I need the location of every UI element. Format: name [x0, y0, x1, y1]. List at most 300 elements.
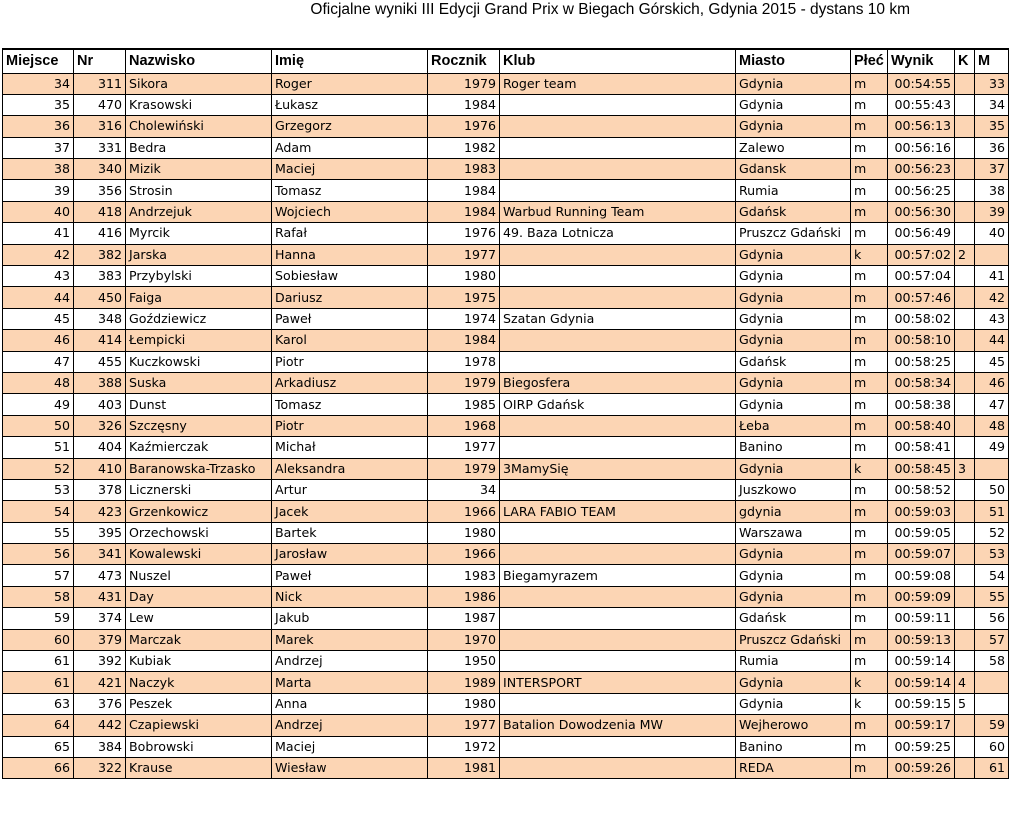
cell-city: Rumia	[736, 651, 851, 672]
cell-sex: m	[851, 479, 888, 500]
cell-result: 00:54:55	[888, 73, 955, 94]
cell-result: 00:57:04	[888, 266, 955, 287]
cell-k-rank	[955, 651, 975, 672]
cell-sex: m	[851, 351, 888, 372]
cell-sex: m	[851, 758, 888, 779]
cell-k-rank	[955, 479, 975, 500]
cell-sex: m	[851, 415, 888, 436]
cell-bib: 395	[74, 522, 126, 543]
cell-club	[500, 266, 736, 287]
cell-place: 57	[3, 565, 74, 586]
table-row	[3, 244, 1009, 265]
column-header-place: Miejsce	[3, 49, 74, 73]
cell-city: Gdynia	[736, 308, 851, 329]
cell-club: Batalion Dowodzenia MW	[500, 715, 736, 736]
cell-result: 00:55:43	[888, 94, 955, 115]
cell-club	[500, 330, 736, 351]
table-row	[3, 672, 1009, 693]
cell-k-rank	[955, 116, 975, 137]
cell-birth-year: 1972	[428, 736, 500, 757]
cell-k-rank	[955, 330, 975, 351]
cell-club	[500, 351, 736, 372]
cell-result: 00:58:10	[888, 330, 955, 351]
table-row	[3, 758, 1009, 779]
cell-result: 00:59:08	[888, 565, 955, 586]
cell-k-rank	[955, 73, 975, 94]
cell-first-name: Sobiesław	[272, 266, 428, 287]
cell-birth-year: 1985	[428, 394, 500, 415]
cell-city: Gdynia	[736, 94, 851, 115]
cell-place: 60	[3, 629, 74, 650]
cell-club: Szatan Gdynia	[500, 308, 736, 329]
cell-city: Gdynia	[736, 372, 851, 393]
cell-surname: Łempicki	[126, 330, 272, 351]
cell-birth-year: 1976	[428, 116, 500, 137]
cell-sex: k	[851, 672, 888, 693]
cell-bib: 421	[74, 672, 126, 693]
cell-bib: 378	[74, 479, 126, 500]
cell-city: Zalewo	[736, 137, 851, 158]
cell-birth-year: 1979	[428, 372, 500, 393]
cell-place: 61	[3, 651, 74, 672]
table-row	[3, 586, 1009, 607]
cell-surname: Szczęsny	[126, 415, 272, 436]
cell-surname: Suska	[126, 372, 272, 393]
cell-m-rank: 52	[975, 522, 1009, 543]
cell-place: 53	[3, 479, 74, 500]
cell-place: 56	[3, 544, 74, 565]
table-row	[3, 608, 1009, 629]
cell-first-name: Marta	[272, 672, 428, 693]
cell-surname: Krasowski	[126, 94, 272, 115]
column-header-city: Miasto	[736, 49, 851, 73]
cell-birth-year: 1989	[428, 672, 500, 693]
cell-sex: m	[851, 544, 888, 565]
cell-club	[500, 651, 736, 672]
cell-club	[500, 479, 736, 500]
cell-first-name: Łukasz	[272, 94, 428, 115]
cell-m-rank: 54	[975, 565, 1009, 586]
cell-m-rank: 59	[975, 715, 1009, 736]
cell-m-rank: 53	[975, 544, 1009, 565]
column-header-birth-year: Rocznik	[428, 49, 500, 73]
cell-m-rank: 38	[975, 180, 1009, 201]
cell-city: Wejherowo	[736, 715, 851, 736]
cell-surname: Marczak	[126, 629, 272, 650]
cell-surname: Myrcik	[126, 223, 272, 244]
cell-place: 42	[3, 244, 74, 265]
cell-bib: 431	[74, 586, 126, 607]
cell-k-rank	[955, 736, 975, 757]
table-row	[3, 394, 1009, 415]
cell-place: 58	[3, 586, 74, 607]
cell-first-name: Paweł	[272, 565, 428, 586]
cell-place: 66	[3, 758, 74, 779]
cell-m-rank: 46	[975, 372, 1009, 393]
cell-city: Gdańsk	[736, 351, 851, 372]
cell-bib: 423	[74, 501, 126, 522]
cell-place: 49	[3, 394, 74, 415]
cell-m-rank: 57	[975, 629, 1009, 650]
cell-place: 38	[3, 159, 74, 180]
table-row	[3, 180, 1009, 201]
cell-m-rank: 44	[975, 330, 1009, 351]
table-row	[3, 372, 1009, 393]
cell-m-rank: 36	[975, 137, 1009, 158]
cell-city: Gdynia	[736, 394, 851, 415]
cell-bib: 473	[74, 565, 126, 586]
cell-club	[500, 586, 736, 607]
cell-k-rank	[955, 351, 975, 372]
cell-k-rank	[955, 180, 975, 201]
cell-surname: Dunst	[126, 394, 272, 415]
cell-m-rank: 41	[975, 266, 1009, 287]
cell-birth-year: 1975	[428, 287, 500, 308]
cell-first-name: Piotr	[272, 415, 428, 436]
cell-surname: Kubiak	[126, 651, 272, 672]
column-header-first-name: Imię	[272, 49, 428, 73]
cell-birth-year: 1983	[428, 565, 500, 586]
cell-result: 00:57:02	[888, 244, 955, 265]
cell-first-name: Hanna	[272, 244, 428, 265]
table-row	[3, 73, 1009, 94]
cell-k-rank	[955, 565, 975, 586]
cell-bib: 403	[74, 394, 126, 415]
cell-sex: m	[851, 137, 888, 158]
cell-bib: 470	[74, 94, 126, 115]
cell-first-name: Arkadiusz	[272, 372, 428, 393]
cell-result: 00:56:25	[888, 180, 955, 201]
cell-club: LARA FABIO TEAM	[500, 501, 736, 522]
cell-sex: m	[851, 586, 888, 607]
cell-first-name: Dariusz	[272, 287, 428, 308]
cell-bib: 388	[74, 372, 126, 393]
cell-bib: 418	[74, 201, 126, 222]
cell-place: 39	[3, 180, 74, 201]
cell-k-rank	[955, 159, 975, 180]
cell-sex: m	[851, 94, 888, 115]
cell-city: Gdynia	[736, 73, 851, 94]
cell-k-rank	[955, 608, 975, 629]
cell-place: 40	[3, 201, 74, 222]
cell-city: Banino	[736, 437, 851, 458]
cell-surname: Mizik	[126, 159, 272, 180]
cell-surname: Czapiewski	[126, 715, 272, 736]
cell-club	[500, 608, 736, 629]
cell-club	[500, 693, 736, 714]
cell-bib: 340	[74, 159, 126, 180]
cell-bib: 414	[74, 330, 126, 351]
cell-result: 00:59:14	[888, 672, 955, 693]
cell-sex: m	[851, 223, 888, 244]
cell-surname: Cholewiński	[126, 116, 272, 137]
cell-sex: m	[851, 73, 888, 94]
cell-bib: 384	[74, 736, 126, 757]
cell-birth-year: 1984	[428, 180, 500, 201]
table-row	[3, 522, 1009, 543]
cell-result: 00:59:25	[888, 736, 955, 757]
cell-club	[500, 522, 736, 543]
table-row	[3, 308, 1009, 329]
cell-birth-year: 1977	[428, 715, 500, 736]
cell-sex: m	[851, 287, 888, 308]
table-row	[3, 565, 1009, 586]
cell-k-rank	[955, 308, 975, 329]
cell-result: 00:56:49	[888, 223, 955, 244]
table-row	[3, 544, 1009, 565]
cell-surname: Peszek	[126, 693, 272, 714]
cell-surname: Goździewicz	[126, 308, 272, 329]
cell-place: 34	[3, 73, 74, 94]
table-row	[3, 330, 1009, 351]
cell-result: 00:58:02	[888, 308, 955, 329]
column-header-m-rank: M	[975, 49, 1009, 73]
cell-birth-year: 1968	[428, 415, 500, 436]
cell-first-name: Marek	[272, 629, 428, 650]
cell-first-name: Rafał	[272, 223, 428, 244]
table-row	[3, 415, 1009, 436]
cell-surname: Licznerski	[126, 479, 272, 500]
cell-surname: Kowalewski	[126, 544, 272, 565]
cell-club	[500, 137, 736, 158]
cell-birth-year: 1978	[428, 351, 500, 372]
table-row	[3, 287, 1009, 308]
cell-k-rank	[955, 501, 975, 522]
cell-result: 00:59:13	[888, 629, 955, 650]
cell-club: INTERSPORT	[500, 672, 736, 693]
cell-m-rank: 33	[975, 73, 1009, 94]
cell-first-name: Nick	[272, 586, 428, 607]
cell-birth-year: 1980	[428, 266, 500, 287]
cell-first-name: Wojciech	[272, 201, 428, 222]
cell-k-rank	[955, 137, 975, 158]
cell-city: Gdynia	[736, 244, 851, 265]
cell-first-name: Roger	[272, 73, 428, 94]
cell-place: 50	[3, 415, 74, 436]
cell-result: 00:56:30	[888, 201, 955, 222]
table-row	[3, 651, 1009, 672]
cell-m-rank	[975, 244, 1009, 265]
cell-first-name: Andrzej	[272, 715, 428, 736]
results-table	[2, 48, 1009, 779]
cell-city: Pruszcz Gdański	[736, 223, 851, 244]
cell-club: 49. Baza Lotnicza	[500, 223, 736, 244]
cell-first-name: Michał	[272, 437, 428, 458]
cell-first-name: Tomasz	[272, 180, 428, 201]
cell-k-rank	[955, 287, 975, 308]
cell-k-rank	[955, 758, 975, 779]
cell-city: Gdynia	[736, 116, 851, 137]
cell-result: 00:58:25	[888, 351, 955, 372]
cell-place: 48	[3, 372, 74, 393]
cell-bib: 356	[74, 180, 126, 201]
cell-m-rank: 61	[975, 758, 1009, 779]
cell-place: 41	[3, 223, 74, 244]
cell-club: Warbud Running Team	[500, 201, 736, 222]
cell-surname: Orzechowski	[126, 522, 272, 543]
cell-m-rank: 34	[975, 94, 1009, 115]
cell-m-rank	[975, 693, 1009, 714]
column-header-result: Wynik	[888, 49, 955, 73]
cell-first-name: Jarosław	[272, 544, 428, 565]
cell-bib: 450	[74, 287, 126, 308]
cell-k-rank: 2	[955, 244, 975, 265]
cell-m-rank: 56	[975, 608, 1009, 629]
column-header-surname: Nazwisko	[126, 49, 272, 73]
cell-k-rank	[955, 629, 975, 650]
cell-city: Rumia	[736, 180, 851, 201]
cell-club: 3MamySię	[500, 458, 736, 479]
cell-place: 54	[3, 501, 74, 522]
cell-k-rank	[955, 372, 975, 393]
cell-m-rank: 51	[975, 501, 1009, 522]
cell-city: Gdynia	[736, 586, 851, 607]
cell-first-name: Jakub	[272, 608, 428, 629]
cell-surname: Kuczkowski	[126, 351, 272, 372]
cell-place: 63	[3, 693, 74, 714]
cell-result: 00:59:14	[888, 651, 955, 672]
cell-bib: 410	[74, 458, 126, 479]
cell-sex: m	[851, 437, 888, 458]
cell-city: Pruszcz Gdański	[736, 629, 851, 650]
cell-k-rank	[955, 266, 975, 287]
cell-place: 55	[3, 522, 74, 543]
cell-k-rank	[955, 586, 975, 607]
cell-m-rank: 48	[975, 415, 1009, 436]
cell-surname: Sikora	[126, 73, 272, 94]
cell-birth-year: 1984	[428, 330, 500, 351]
table-row	[3, 137, 1009, 158]
cell-m-rank: 39	[975, 201, 1009, 222]
cell-m-rank: 37	[975, 159, 1009, 180]
cell-birth-year: 1984	[428, 201, 500, 222]
cell-city: Łeba	[736, 415, 851, 436]
cell-club: Roger team	[500, 73, 736, 94]
table-row	[3, 201, 1009, 222]
cell-sex: m	[851, 159, 888, 180]
header-row	[3, 49, 1009, 73]
cell-city: gdynia	[736, 501, 851, 522]
cell-sex: m	[851, 522, 888, 543]
cell-bib: 374	[74, 608, 126, 629]
cell-birth-year: 1977	[428, 244, 500, 265]
table-row	[3, 629, 1009, 650]
cell-result: 00:59:17	[888, 715, 955, 736]
cell-birth-year: 1982	[428, 137, 500, 158]
column-header-club: Klub	[500, 49, 736, 73]
cell-birth-year: 1987	[428, 608, 500, 629]
cell-first-name: Andrzej	[272, 651, 428, 672]
cell-sex: m	[851, 266, 888, 287]
cell-city: Gdynia	[736, 330, 851, 351]
cell-surname: Kaźmierczak	[126, 437, 272, 458]
cell-k-rank	[955, 394, 975, 415]
table-row	[3, 458, 1009, 479]
cell-sex: k	[851, 244, 888, 265]
cell-city: Gdańsk	[736, 608, 851, 629]
cell-result: 00:58:41	[888, 437, 955, 458]
cell-birth-year: 1966	[428, 544, 500, 565]
cell-surname: Baranowska-Trzasko	[126, 458, 272, 479]
cell-city: Gdynia	[736, 693, 851, 714]
cell-bib: 455	[74, 351, 126, 372]
cell-k-rank: 5	[955, 693, 975, 714]
table-row	[3, 715, 1009, 736]
cell-first-name: Grzegorz	[272, 116, 428, 137]
cell-birth-year: 1980	[428, 693, 500, 714]
page-title: Oficjalne wyniki III Edycji Grand Prix w Biegach Górskich, Gdynia 2015 - dystans 10 km	[310, 1, 910, 18]
cell-bib: 392	[74, 651, 126, 672]
cell-result: 00:59:05	[888, 522, 955, 543]
cell-surname: Grzenkowicz	[126, 501, 272, 522]
cell-sex: m	[851, 372, 888, 393]
cell-club	[500, 159, 736, 180]
cell-result: 00:59:11	[888, 608, 955, 629]
cell-result: 00:59:15	[888, 693, 955, 714]
table-row	[3, 351, 1009, 372]
cell-k-rank	[955, 201, 975, 222]
cell-birth-year: 1983	[428, 159, 500, 180]
cell-place: 64	[3, 715, 74, 736]
cell-k-rank	[955, 223, 975, 244]
cell-birth-year: 1980	[428, 522, 500, 543]
cell-sex: m	[851, 330, 888, 351]
cell-sex: k	[851, 458, 888, 479]
cell-sex: m	[851, 736, 888, 757]
cell-club	[500, 629, 736, 650]
cell-city: Warszawa	[736, 522, 851, 543]
table-row	[3, 736, 1009, 757]
table-row	[3, 693, 1009, 714]
cell-result: 00:58:38	[888, 394, 955, 415]
cell-sex: m	[851, 201, 888, 222]
cell-place: 46	[3, 330, 74, 351]
cell-birth-year: 1970	[428, 629, 500, 650]
cell-place: 52	[3, 458, 74, 479]
cell-city: Juszkowo	[736, 479, 851, 500]
cell-first-name: Tomasz	[272, 394, 428, 415]
cell-place: 35	[3, 94, 74, 115]
cell-result: 00:56:13	[888, 116, 955, 137]
cell-bib: 341	[74, 544, 126, 565]
column-header-sex: Płeć	[851, 49, 888, 73]
cell-m-rank: 47	[975, 394, 1009, 415]
table-row	[3, 437, 1009, 458]
cell-bib: 376	[74, 693, 126, 714]
cell-result: 00:56:23	[888, 159, 955, 180]
cell-club	[500, 437, 736, 458]
cell-club: OIRP Gdańsk	[500, 394, 736, 415]
cell-surname: Andrzejuk	[126, 201, 272, 222]
cell-surname: Jarska	[126, 244, 272, 265]
cell-m-rank: 43	[975, 308, 1009, 329]
cell-surname: Bobrowski	[126, 736, 272, 757]
cell-k-rank	[955, 715, 975, 736]
cell-birth-year: 1974	[428, 308, 500, 329]
cell-birth-year: 1981	[428, 758, 500, 779]
cell-first-name: Aleksandra	[272, 458, 428, 479]
cell-m-rank	[975, 458, 1009, 479]
cell-sex: m	[851, 394, 888, 415]
cell-sex: m	[851, 651, 888, 672]
cell-bib: 383	[74, 266, 126, 287]
cell-bib: 404	[74, 437, 126, 458]
table-row	[3, 159, 1009, 180]
cell-k-rank	[955, 437, 975, 458]
cell-first-name: Piotr	[272, 351, 428, 372]
cell-city: Banino	[736, 736, 851, 757]
cell-surname: Lew	[126, 608, 272, 629]
